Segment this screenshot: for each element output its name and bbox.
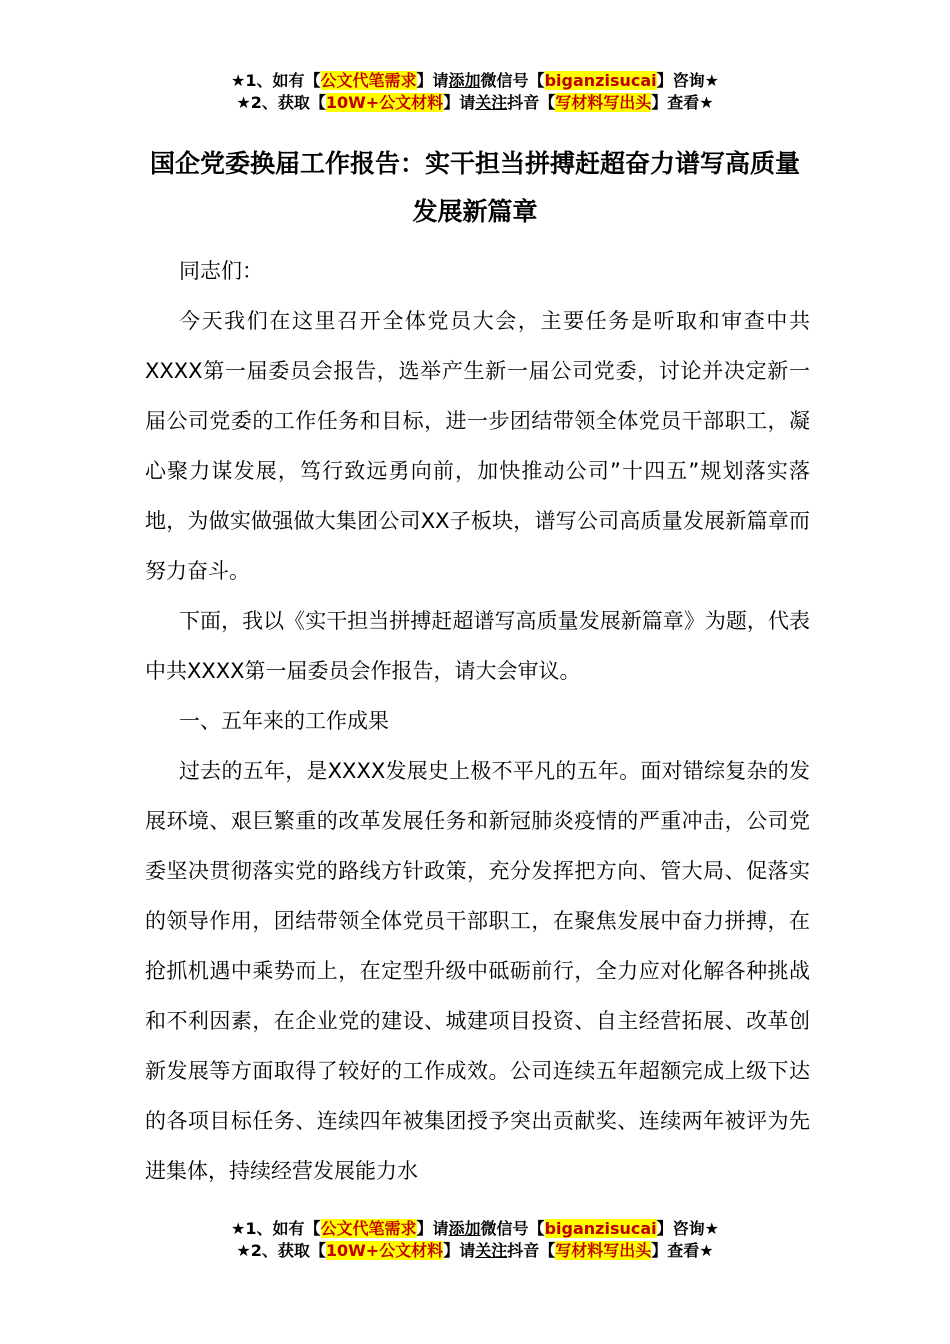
banner-text: ★2、获取【 xyxy=(236,93,326,112)
banner-text: 】请 xyxy=(416,71,449,90)
header-banner xyxy=(0,70,950,114)
banner-highlight: 写材料写出头 xyxy=(555,93,652,112)
banner-text: 】查看★ xyxy=(651,1241,714,1260)
banner-underline: 关注 xyxy=(475,93,508,112)
section-heading: 一、五年来的工作成果 xyxy=(179,709,389,733)
banner-highlight: 10W+公文材料 xyxy=(325,93,444,112)
paragraph: 下面，我以《实干担当拼搏赶超谱写高质量发展新篇章》为题，代表中共XXXX第一届委员会作报告，请大会审议。 xyxy=(145,609,810,683)
banner-text: ★2、获取【 xyxy=(236,1241,326,1260)
banner-text: 抖音【 xyxy=(507,1241,556,1260)
banner-text: 微信号【 xyxy=(480,71,545,90)
document-body xyxy=(145,246,810,1196)
banner-line-1 xyxy=(0,70,950,92)
banner-text: 】请 xyxy=(443,93,476,112)
banner-highlight: 公文代笔需求 xyxy=(320,71,417,90)
banner-line-1 xyxy=(0,1218,950,1240)
banner-text: 】请 xyxy=(443,1241,476,1260)
paragraph: 今天我们在这里召开全体党员大会，主要任务是听取和审查中共XXXX第一届委员会报告，选举产生新一届公司党委，讨论并决定新一届公司党委的工作任务和目标，进一步团结带领全体党员干部职工，凝心聚力谋发展，笃行致远勇向前，加快推动公司”十四五”规划落实落地，为做实做强做大集团公司XX子板块，谱写公司高质量发展新篇章而努力奋斗。 xyxy=(145,309,810,583)
banner-text: 】请 xyxy=(416,1219,449,1238)
banner-line-2 xyxy=(0,92,950,114)
banner-highlight: 写材料写出头 xyxy=(555,1241,652,1260)
banner-text: 】查看★ xyxy=(651,93,714,112)
banner-line-2 xyxy=(0,1240,950,1262)
document-title: 国企党委换届工作报告：实干担当拼搏赶超奋力谱写高质量发展新篇章 xyxy=(149,149,800,226)
banner-underline: 关注 xyxy=(475,1241,508,1260)
banner-text: 】咨询★ xyxy=(656,1219,719,1238)
banner-underline: 添加 xyxy=(448,1219,481,1238)
footer-banner xyxy=(0,1218,950,1262)
banner-underline: 添加 xyxy=(448,71,481,90)
banner-text: 微信号【 xyxy=(480,1219,545,1238)
paragraph: 过去的五年，是XXXX发展史上极不平凡的五年。面对错综复杂的发展环境、艰巨繁重的改革发展任务和新冠肺炎疫情的严重冲击，公司党委坚决贯彻落实党的路线方针政策，充分发挥把方向、管大局、促落实的领导作用，团结带领全体党员干部职工，在聚焦发展中奋力拼搏，在抢抓机遇中乘势而上，在定型升级中砥砺前行，全力应对化解各种挑战和不利因素，在企业党的建设、城建项目投资、自主经营拓展、改革创新发展等方面取得了较好的工作成效。公司连续五年超额完成上级下达的各项目标任务、连续四年被集团授予突出贡献奖、连续两年被评为先进集体，持续经营发展能力水 xyxy=(145,759,810,1183)
banner-highlight: 公文代笔需求 xyxy=(320,1219,417,1238)
banner-highlight: biganzisucai xyxy=(544,1219,657,1238)
banner-text: ★1、如有【 xyxy=(231,1219,321,1238)
banner-highlight: biganzisucai xyxy=(544,71,657,90)
salutation: 同志们： xyxy=(179,259,263,283)
banner-text: 】咨询★ xyxy=(656,71,719,90)
banner-text: 抖音【 xyxy=(507,93,556,112)
banner-highlight: 10W+公文材料 xyxy=(325,1241,444,1260)
banner-text: ★1、如有【 xyxy=(231,71,321,90)
